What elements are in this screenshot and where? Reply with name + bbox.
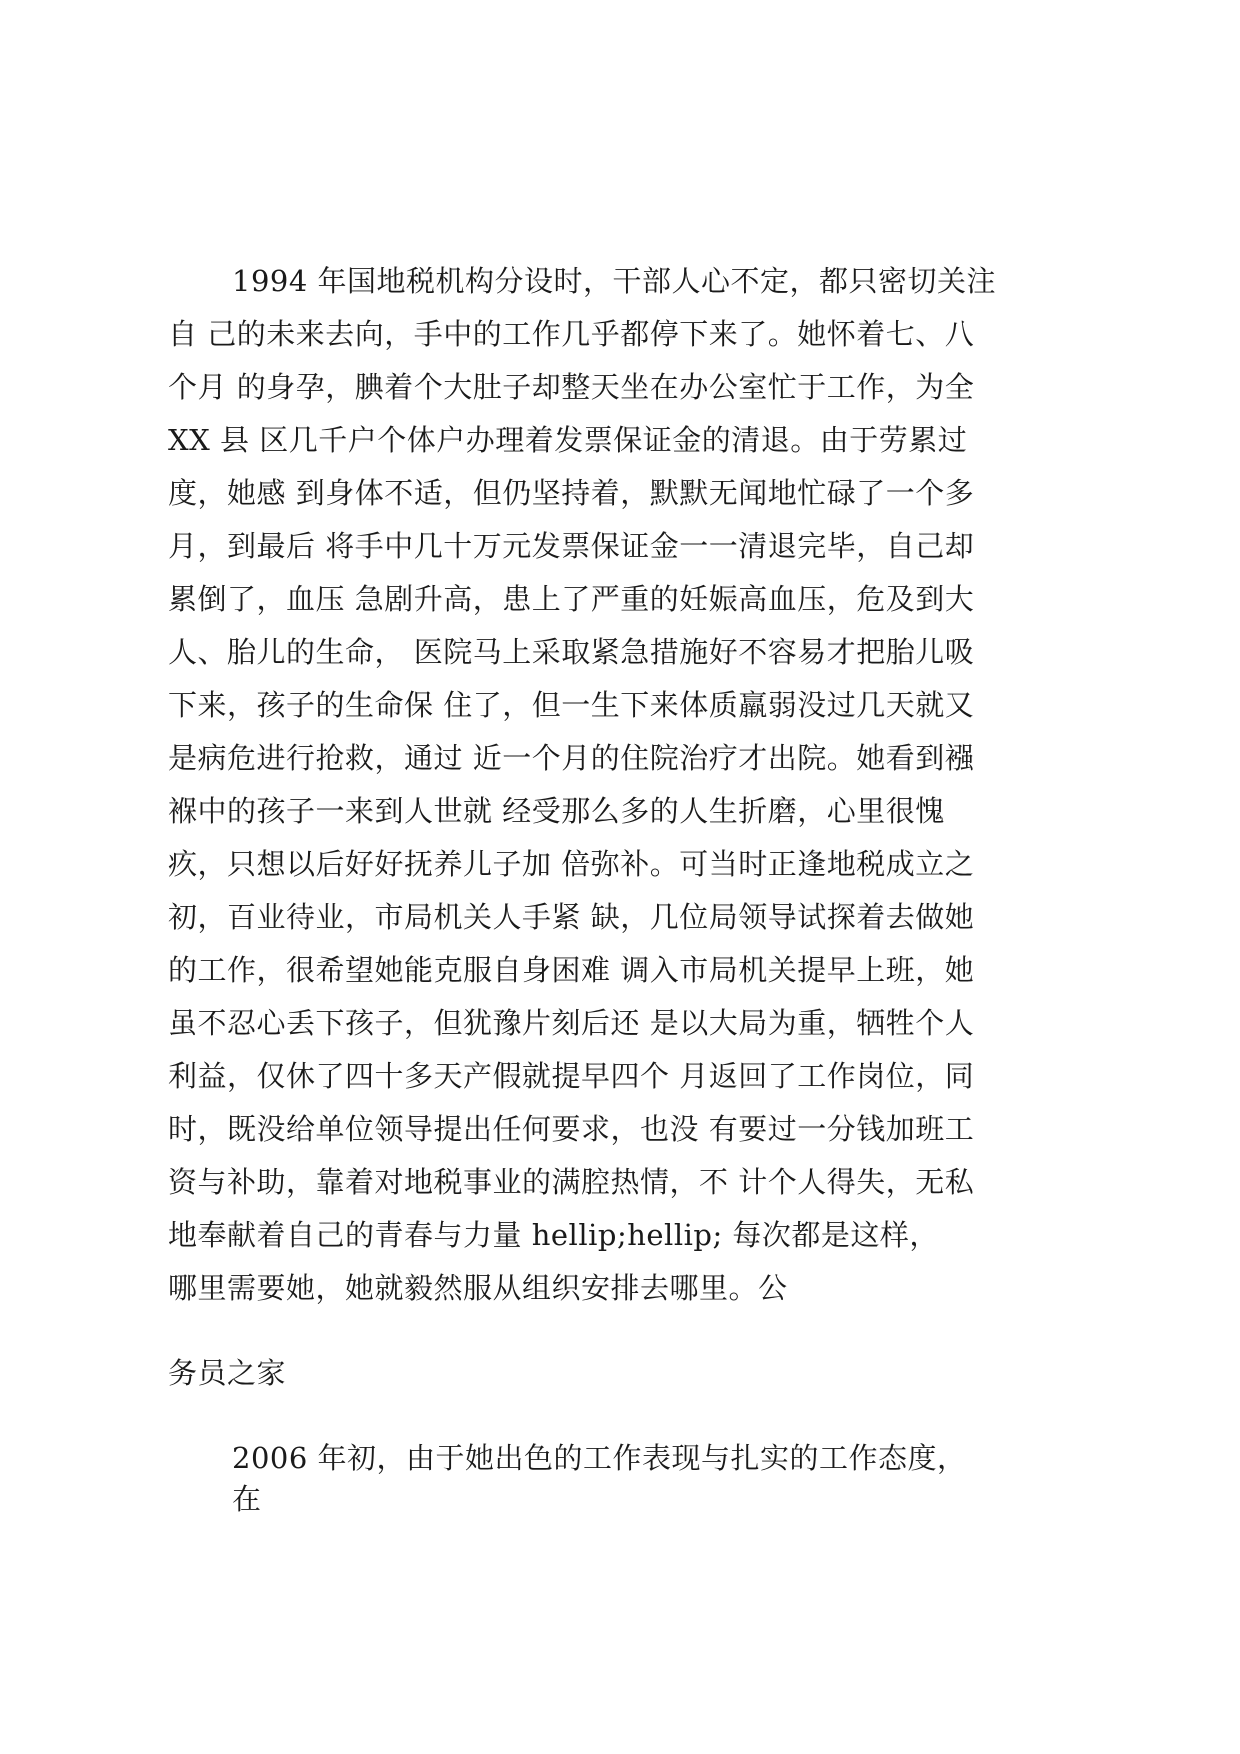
paragraph-1-line-5: 度，她感 到身体不适，但仍坚持着，默默无闻地忙碌了一个多 <box>168 476 975 510</box>
paragraph-1-line-7: 累倒了，血压 急剧升高，患上了严重的妊娠高血压，危及到大 <box>168 582 975 616</box>
paragraph-1-line-15: 虽不忍心丢下孩子，但犹豫片刻后还 是以大局为重，牺牲个人 <box>168 1006 975 1040</box>
paragraph-2-line-2: 在 <box>232 1482 262 1516</box>
paragraph-1-line-1: 1994 年国地税机构分设时，干部人心不定，都只密切关注 <box>232 264 997 298</box>
paragraph-1-line-19: 地奉献着自己的青春与力量 hellip;hellip; 每次都是这样， <box>168 1218 939 1252</box>
paragraph-1-line-13: 初，百业待业，市局机关人手紧 缺，几位局领导试探着去做她 <box>168 900 975 934</box>
paragraph-2-line-1: 2006 年初，由于她出色的工作表现与扎实的工作态度， <box>232 1441 967 1475</box>
paragraph-1-line-12: 疚，只想以后好好抚养儿子加 倍弥补。可当时正逢地税成立之 <box>168 847 975 881</box>
fragment-line: 务员之家 <box>168 1356 287 1390</box>
paragraph-1-line-14: 的工作，很希望她能克服自身困难 调入市局机关提早上班，她 <box>168 953 975 987</box>
paragraph-1-line-2: 自 己的未来去向，手中的工作几乎都停下来了。她怀着七、八 <box>168 317 975 351</box>
paragraph-1-line-3: 个月 的身孕，腆着个大肚子却整天坐在办公室忙于工作，为全 <box>168 370 975 404</box>
paragraph-1-line-17: 时，既没给单位领导提出任何要求，也没 有要过一分钱加班工 <box>168 1112 975 1146</box>
paragraph-1-line-4: XX 县 区几千户个体户办理着发票保证金的清退。由于劳累过 <box>168 423 968 457</box>
paragraph-1-line-18: 资与补助，靠着对地税事业的满腔热情，不 计个人得失，无私 <box>168 1165 975 1199</box>
paragraph-1-line-9: 下来，孩子的生命保 住了，但一生下来体质羸弱没过几天就又 <box>168 688 975 722</box>
paragraph-1-line-8: 人、胎儿的生命， 医院马上采取紧急措施好不容易才把胎儿吸 <box>168 635 975 669</box>
paragraph-1-line-16: 利益，仅休了四十多天产假就提早四个 月返回了工作岗位，同 <box>168 1059 975 1093</box>
paragraph-1-line-10: 是病危进行抢救，通过 近一个月的住院治疗才出院。她看到襁 <box>168 741 975 775</box>
paragraph-1-line-11: 褓中的孩子一来到人世就 经受那么多的人生折磨，心里很愧 <box>168 794 945 828</box>
paragraph-1-line-20: 哪里需要她，她就毅然服从组织安排去哪里。公 <box>168 1271 788 1305</box>
paragraph-1-line-6: 月，到最后 将手中几十万元发票保证金一一清退完毕，自己却 <box>168 529 975 563</box>
